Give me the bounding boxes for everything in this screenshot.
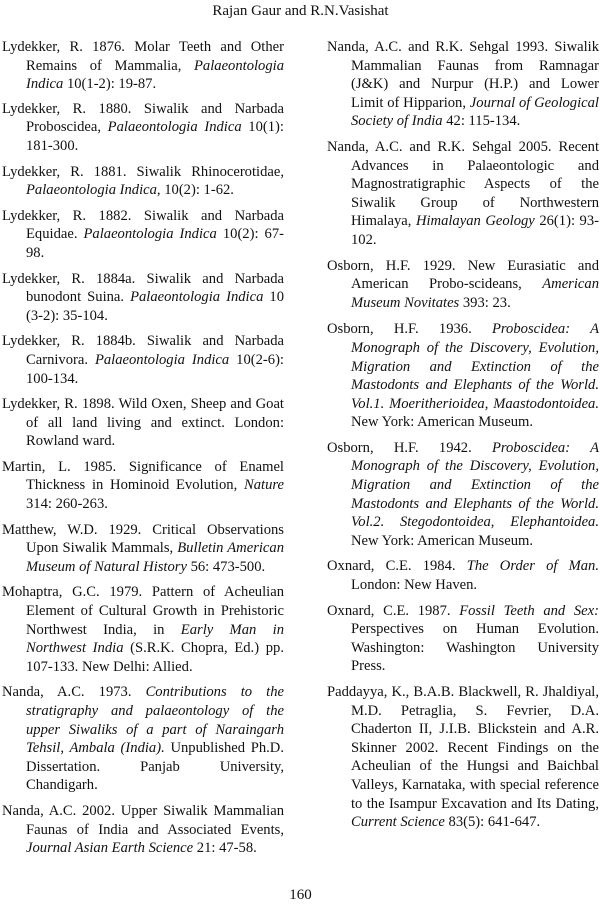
reference-entry (2, 100, 284, 156)
reference-entry (2, 683, 284, 795)
reference-text: Lydekker, R. 1882. Siwalik and Narbada Equidae. (2, 207, 284, 243)
reference-text: Osborn, H.F. 1942. (327, 439, 492, 456)
reference-text: 42: 115-134. (442, 113, 521, 130)
reference-italic-text: Contributions to the stratigraphy and palaeontology of the upper Siwaliks of a part of Naraingarh Tehsil, Ambala (India). (26, 684, 284, 757)
reference-entry (2, 395, 284, 451)
reference-text: 10(1-2): 19-87. (63, 76, 157, 93)
reference-text: 21: 47-58. (193, 840, 257, 857)
reference-italic-text: Palaeontologia Indica (83, 226, 217, 243)
reference-text: Osborn, H.F. 1936. (327, 321, 492, 338)
reference-text: New York: American Museum. (351, 414, 534, 431)
right-column (327, 38, 599, 832)
reference-text: Oxnard, C.E. 1987. (327, 602, 460, 619)
reference-italic-text: Palaeontologia Indica, (26, 182, 161, 199)
reference-text: 56: 473-500. (186, 558, 266, 575)
reference-text: Lydekker, R. 1876. Molar Teeth and Other Remains of Mammalia, (2, 39, 284, 74)
reference-entry (2, 802, 284, 858)
reference-text: 314: 260-263. (26, 496, 108, 513)
reference-text: 26(1): 93-102. (351, 213, 599, 248)
reference-italic-text: Journal Asian Earth Science (26, 840, 194, 857)
reference-italic-text: Early Man in Northwest India (26, 621, 284, 657)
reference-text: 10(1): 181-300. (26, 119, 284, 154)
reference-text: London: New Haven. (351, 577, 478, 594)
reference-italic-text: Nature (244, 477, 284, 494)
reference-italic-text: Fossil Teeth and Sex: (459, 602, 599, 619)
reference-entry (327, 439, 599, 551)
reference-entry (2, 163, 284, 200)
reference-entry (2, 38, 284, 94)
reference-text: Osborn, H.F. 1929. New Eurasiatic and American Probo-scideans, (327, 257, 599, 293)
reference-text: New York: American Museum. (351, 532, 534, 549)
reference-text: Lydekker, R. 1898. Wild Oxen, Sheep and Goat of all land living and extinct. London: Rowland ward. (2, 396, 284, 450)
reference-text: Lydekker, R. 1880. Siwalik and Narbada Proboscidea, (2, 100, 284, 136)
reference-text: Martin, L. 1985. Significance of Enamel Thickness in Hominoid Evolution, (2, 458, 284, 494)
reference-text: 10(2-6): 100-134. (26, 351, 284, 387)
reference-text: Nanda, A.C. and R.K. Sehgal 1993. Siwalik Mammalian Faunas from Ramnagar (J&K) and Nurpur (H.P.) and Lower Limit of Hipparion, (327, 39, 599, 111)
reference-text: Nanda, A.C. 2002. Upper Siwalik Mammalian Faunas of India and Associated Events, (2, 802, 284, 838)
reference-entry (327, 683, 599, 832)
reference-italic-text: The Order of Man. (466, 558, 599, 575)
reference-italic-text: Palaeontologia Indica (94, 351, 230, 368)
reference-entry (2, 458, 284, 514)
running-header: Rajan Gaur and R.N.Vasishat (212, 3, 389, 19)
reference-entry (2, 207, 284, 263)
reference-text: Nanda, A.C. 1973. (2, 684, 146, 701)
reference-text: Matthew, W.D. 1929. Critical Observations Upon Siwalik Mammals, (2, 521, 284, 557)
reference-text: Lydekker, R. 1884b. Siwalik and Narbada Carnivora. (2, 333, 284, 368)
reference-text: Mohaptra, G.C. 1979. Pattern of Acheulian Element of Cultural Growth in Prehistoric Northwest India, in (2, 584, 284, 638)
reference-italic-text: Current Science (351, 814, 445, 831)
left-column (2, 38, 284, 858)
reference-text: 10 (3-2): 35-104. (26, 289, 284, 324)
reference-text: Paddayya, K., B.A.B. Blackwell, R. Jhaldiyal, M.D. Petraglia, S. Fevrier, D.A. Chaderton II, J.I.B. Blickstein and A.R. Skinner 2002. Recent Findings on the Acheulian of the Hungsi and Baichbal Valleys, Karnataka, with special reference to the Isampur Excavation and Its Dating, (327, 684, 599, 812)
page-number: 160 (289, 887, 312, 903)
reference-italic-text: Journal of Geological Society of India (351, 94, 599, 130)
reference-text: Unpublished Ph.D. Dissertation. Panjab University, Chandigarh. (26, 740, 284, 794)
reference-text: 83(5): 641-647. (444, 814, 541, 831)
reference-text: 393: 23. (459, 294, 511, 311)
reference-italic-text: Himalayan Geology (415, 213, 535, 230)
reference-entry (2, 583, 284, 676)
reference-entry (327, 138, 599, 250)
reference-entry (327, 557, 599, 594)
reference-text: 10(2): 1-62. (160, 182, 234, 199)
reference-text: Perspectives on Human Evolution. Washington: Washington University Press. (351, 621, 599, 675)
reference-text: Oxnard, C.E. 1984. (327, 558, 467, 575)
reference-entry (327, 602, 599, 676)
reference-italic-text: Palaeontologia Indica (26, 57, 284, 93)
reference-entry (2, 521, 284, 577)
reference-entry (2, 332, 284, 388)
reference-entry (327, 257, 599, 313)
reference-entry (327, 38, 599, 131)
reference-text: Nanda, A.C. and R.K. Sehgal 2005. Recent Advances in Palaeontologic and Magnostratigraphic Aspects of the Siwalik Group of Northwestern Himalaya, (327, 138, 599, 230)
reference-text: (S.R.K. Chopra, Ed.) pp. 107-133. New Delhi: Allied. (26, 640, 284, 675)
reference-italic-text: Proboscidea: A Monograph of the Discovery, Evolution, Migration and Extinction of the Mastodonts and Elephants of the World. Vol.2. Stegodontoidea, Elephantoidea. (351, 439, 599, 531)
reference-italic-text: Bulletin American Museum of Natural History (26, 540, 284, 575)
reference-italic-text: Proboscidea: A Monograph of the Discovery, Evolution, Migration and Extinction of the Mastodonts and Elephants of the World. Vol.1. Moeritherioidea, Maastodontoidea. (351, 321, 599, 412)
reference-entry (2, 270, 284, 326)
reference-italic-text: Palaeontologia Indica (130, 289, 264, 306)
reference-text: Lydekker, R. 1884a. Siwalik and Narbada bunodont Suina. (2, 270, 284, 306)
reference-italic-text: American Museum Novitates (351, 276, 599, 311)
reference-text: 10(2): 67-98. (26, 226, 284, 261)
reference-text: Lydekker, R. 1881. Siwalik Rhinocerotidae, (2, 163, 284, 180)
reference-italic-text: Palaeontologia Indica (107, 119, 242, 136)
reference-entry (327, 320, 599, 432)
